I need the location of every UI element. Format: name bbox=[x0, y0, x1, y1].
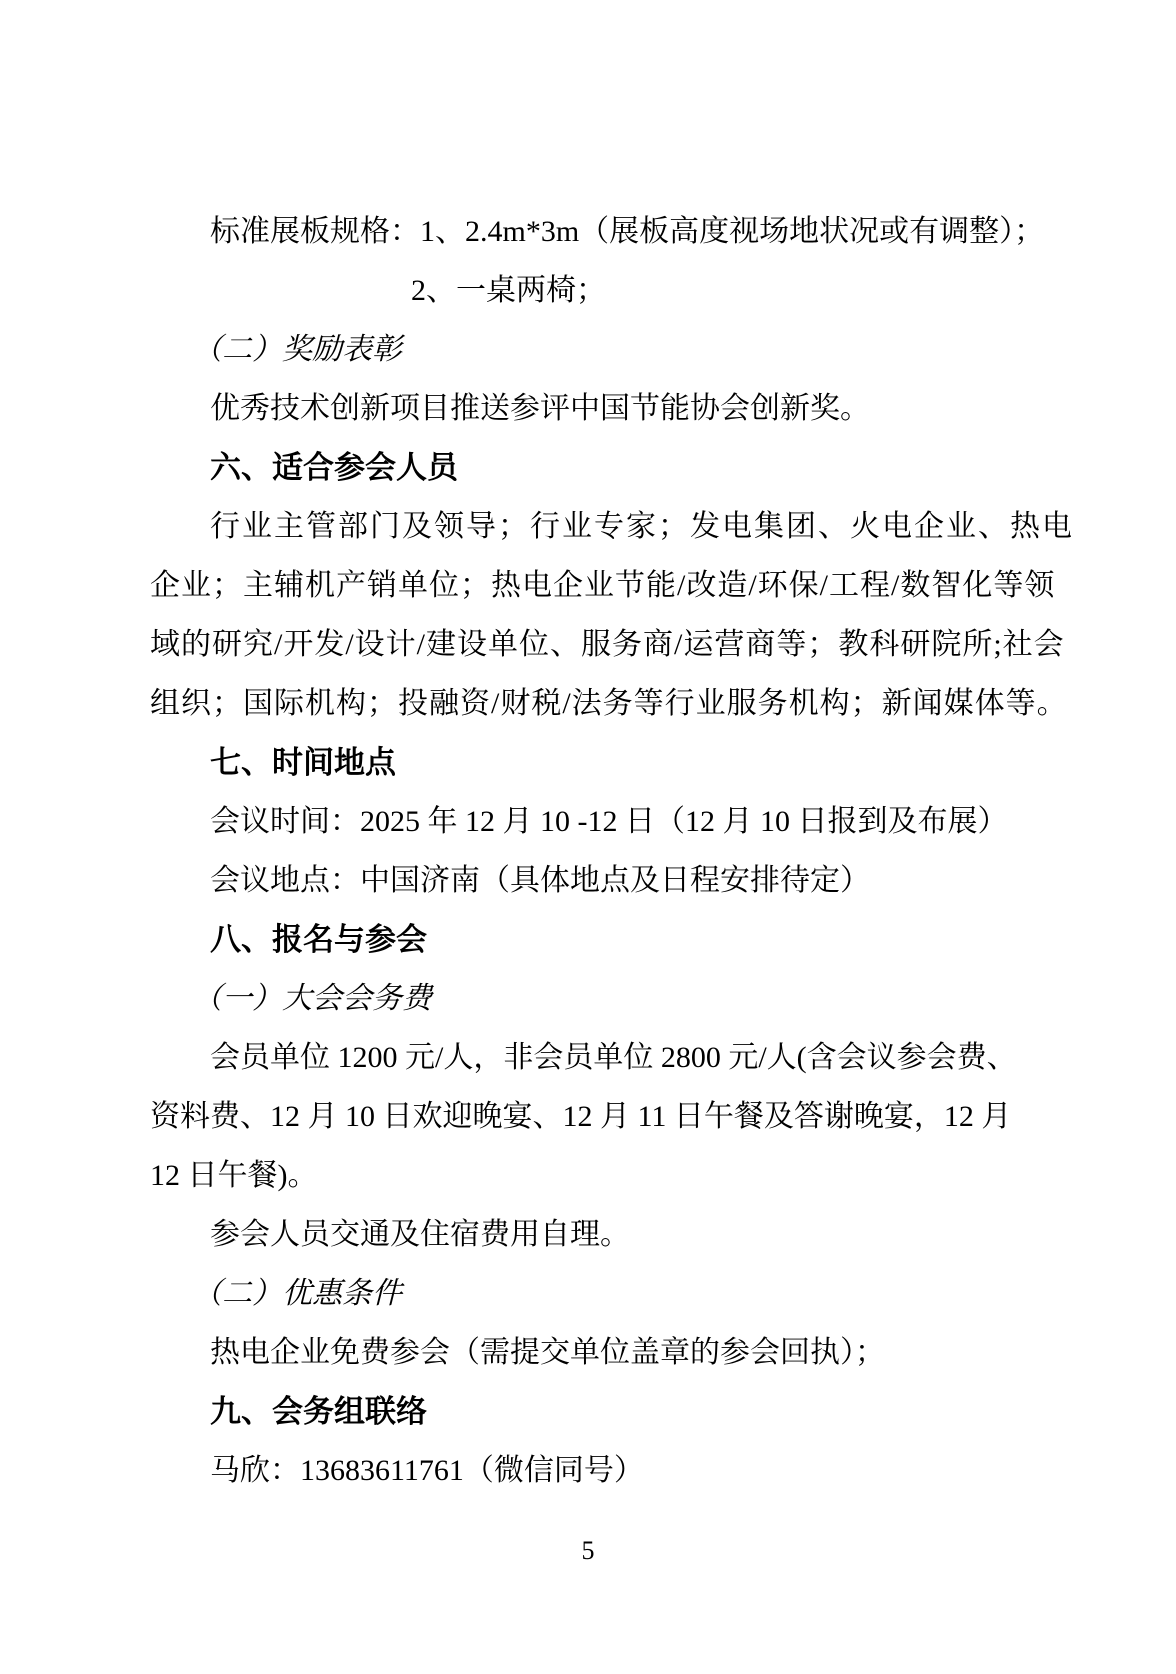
subheading-discount-terms: （二）优惠条件 bbox=[192, 1277, 402, 1310]
line-attendees-4: 组织；国际机构；投融资/财税/法务等行业服务机构；新闻媒体等。 bbox=[150, 687, 1068, 720]
heading-registration: 八、报名与参会 bbox=[210, 922, 427, 957]
heading-time-place: 七、时间地点 bbox=[210, 745, 396, 780]
heading-suitable-attendees: 六、适合参会人员 bbox=[210, 450, 458, 485]
line-innovation-award: 优秀技术创新项目推送参评中国节能协会创新奖。 bbox=[210, 392, 870, 425]
line-attendees-1: 行业主管部门及领导；行业专家；发电集团、火电企业、热电 bbox=[210, 510, 1074, 543]
line-travel-lodging: 参会人员交通及住宿费用自理。 bbox=[210, 1218, 630, 1251]
line-attendees-3: 域的研究/开发/设计/建设单位、服务商/运营商等；教科研院所;社会 bbox=[150, 628, 1065, 661]
subheading-awards-recognition: （二）奖励表彰 bbox=[192, 333, 402, 366]
line-fee-2: 资料费、12 月 10 日欢迎晚宴、12 月 11 日午餐及答谢晚宴，12 月 bbox=[150, 1100, 1012, 1133]
line-fee-3: 12 日午餐)。 bbox=[150, 1159, 318, 1192]
line-meeting-time: 会议时间：2025 年 12 月 10 -12 日（12 月 10 日报到及布展） bbox=[210, 805, 1008, 838]
line-table-chairs: 2、一桌两椅； bbox=[411, 274, 606, 307]
heading-secretariat-contact: 九、会务组联络 bbox=[210, 1394, 427, 1429]
line-attendees-2: 企业；主辅机产销单位；热电企业节能/改造/环保/工程/数智化等领 bbox=[150, 569, 1056, 602]
line-meeting-place: 会议地点：中国济南（具体地点及日程安排待定） bbox=[210, 864, 870, 897]
line-board-spec: 标准展板规格：1、2.4m*3m（展板高度视场地状况或有调整）； bbox=[210, 215, 1045, 248]
line-free-attendance: 热电企业免费参会（需提交单位盖章的参会回执）； bbox=[210, 1336, 885, 1369]
line-contact-maxin: 马欣：13683611761（微信同号） bbox=[210, 1454, 644, 1487]
subheading-conference-fee: （一）大会会务费 bbox=[192, 982, 432, 1015]
line-fee-1: 会员单位 1200 元/人，非会员单位 2800 元/人(含会议参会费、 bbox=[210, 1041, 1017, 1074]
page-number: 5 bbox=[581, 1536, 595, 1565]
